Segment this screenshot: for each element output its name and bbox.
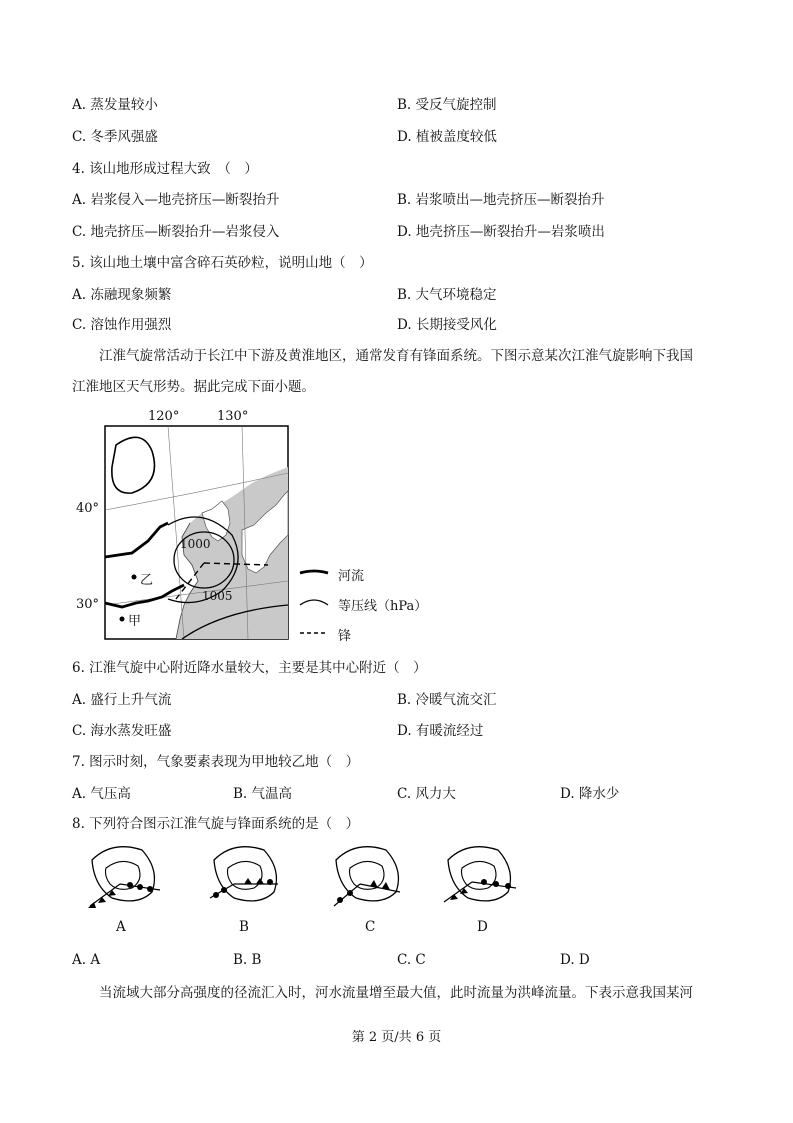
- legend-isobar-line: [300, 600, 328, 605]
- passage1-line2: 江淮地区天气形势。据此完成下面小题。: [72, 379, 315, 395]
- q6-stem: 6. 江淮气旋中心附近降水量较大，主要是其中心附近（ ）: [72, 660, 427, 676]
- diagram-d-label: D: [477, 919, 488, 935]
- q8-option-d: D. D: [560, 952, 590, 968]
- q6-option-b: B. 冷暖气流交汇: [397, 692, 497, 708]
- isobar-1000-label: 1000: [180, 537, 211, 551]
- q7-option-a: A. 气压高: [72, 786, 131, 802]
- q5-option-b: B. 大气环境稳定: [397, 287, 497, 303]
- q4-option-b: B. 岩浆喷出—地壳挤压—断裂抬升: [397, 192, 605, 208]
- lat-40-label: 40°: [76, 501, 100, 516]
- q4-option-a: A. 岩浆侵入—地壳挤压—断裂抬升: [72, 192, 280, 208]
- q3-option-b: B. 受反气旋控制: [397, 97, 497, 113]
- diagram-c-label: C: [365, 919, 376, 935]
- q5-option-c: C. 溶蚀作用强烈: [72, 317, 172, 333]
- lon-130-label: 130°: [217, 409, 249, 424]
- q8-stem: 8. 下列符合图示江淮气旋与锋面系统的是（ ）: [72, 816, 360, 832]
- weather-map-figure: [72, 405, 452, 645]
- legend-river-line: [300, 571, 328, 573]
- isobar-1005-label: 1005: [202, 589, 233, 603]
- q7-option-b: B. 气温高: [233, 786, 293, 802]
- legend-front-label: 锋: [338, 629, 352, 644]
- lon-120-label: 120°: [148, 409, 180, 424]
- q4-stem: 4. 该山地形成过程大致 （ ）: [72, 161, 258, 177]
- q3-option-d: D. 植被盖度较低: [397, 129, 497, 145]
- place-yi-label: 乙: [140, 573, 154, 588]
- legend-isobar-label: 等压线（hPa）: [338, 599, 428, 614]
- q6-option-d: D. 有暖流经过: [397, 723, 484, 739]
- diagram-a: [88, 847, 160, 908]
- diagram-b: [210, 847, 278, 901]
- passage1-line1: 江淮气旋常活动于长江中下游及黄淮地区，通常发育有锋面系统。下图示意某次江淮气旋影响下我国: [99, 348, 693, 364]
- q5-stem: 5. 该山地土壤中富含碎石英砂粒，说明山地（ ）: [72, 255, 373, 271]
- diagram-d: [444, 847, 516, 902]
- q7-option-d: D. 降水少: [560, 786, 620, 802]
- page-footer: 第 2 页/共 6 页: [351, 1030, 442, 1045]
- diagram-a-label: A: [116, 919, 126, 935]
- diagram-b-label: B: [239, 919, 249, 935]
- q7-stem: 7. 图示时刻，气象要素表现为甲地较乙地（ ）: [72, 754, 360, 770]
- q8-option-b: B. B: [233, 952, 262, 968]
- q7-option-c: C. 风力大: [397, 786, 456, 802]
- q8-option-c: C. C: [397, 952, 426, 968]
- q3-option-a: A. 蒸发量较小: [72, 97, 158, 113]
- place-jia-label: 甲: [128, 614, 142, 629]
- passage2-line1: 当流域大部分高强度的径流汇入时，河水流量增至最大值，此时流量为洪峰流量。下表示意我国某河: [99, 985, 693, 1001]
- q5-option-d: D. 长期接受风化: [397, 317, 497, 333]
- point-jia: [120, 617, 125, 622]
- q6-option-c: C. 海水蒸发旺盛: [72, 723, 172, 739]
- lat-30-label: 30°: [76, 597, 100, 612]
- point-yi: [132, 575, 137, 580]
- q4-option-d: D. 地壳挤压—断裂抬升—岩浆喷出: [397, 224, 605, 240]
- q5-option-a: A. 冻融现象频繁: [72, 287, 172, 303]
- q6-option-a: A. 盛行上升气流: [72, 692, 172, 708]
- q4-option-c: C. 地壳挤压—断裂抬升—岩浆侵入: [72, 224, 280, 240]
- diagram-c: [334, 847, 400, 906]
- q8-option-a: A. A: [72, 952, 101, 968]
- q3-option-c: C. 冬季风强盛: [72, 129, 158, 145]
- legend-river-label: 河流: [338, 569, 365, 584]
